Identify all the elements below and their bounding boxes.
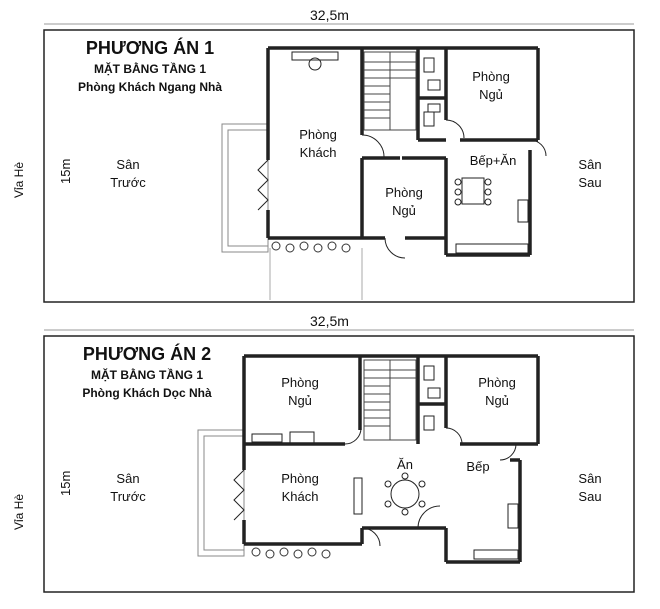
plan1-bedroom-b: Phòng Ngủ — [385, 185, 423, 218]
plan2-bedroom-a: Phòng Ngủ — [281, 375, 319, 408]
plan2-street-label: Vỉa Hè — [12, 493, 26, 530]
plan1-subtitle2: Phòng Khách Ngang Nhà — [78, 80, 222, 94]
plan1-kitchen-dining: Bếp+Ăn — [469, 153, 517, 168]
plan2-subtitle2: Phòng Khách Dọc Nhà — [82, 386, 212, 400]
plan2-living-room: Phòng Khách — [281, 471, 319, 504]
plan1-title: PHƯƠNG ÁN 1 — [85, 38, 215, 58]
plan2-front-yard: Sân Trước — [110, 471, 146, 504]
plan1-front-yard: Sân Trước — [110, 157, 146, 190]
plan2-height-dimension: 15m — [58, 470, 73, 496]
plan2-dining: Ăn — [397, 457, 413, 472]
plan2-title: PHƯƠNG ÁN 2 — [82, 344, 212, 364]
plan2-width-dimension: 32,5m — [310, 313, 349, 329]
plan1-subtitle: MẶT BẰNG TẦNG 1 — [94, 62, 206, 76]
plan1-width-dimension: 32,5m — [310, 7, 349, 23]
plan1-living-room: Phòng Khách — [299, 127, 337, 160]
plan1-bedroom-a: Phòng Ngủ — [472, 69, 510, 102]
plan2-bedroom-b: Phòng Ngủ — [478, 375, 516, 408]
plan2-subtitle: MẶT BẰNG TẦNG 1 — [91, 368, 203, 382]
plan2-kitchen: Bếp — [466, 459, 490, 474]
plan2-back-yard: Sân Sau — [578, 471, 602, 504]
plan1-back-yard: Sân Sau — [578, 157, 602, 190]
plan1-height-dimension: 15m — [58, 158, 73, 184]
plan1-street-label: Vỉa Hè — [12, 161, 26, 198]
